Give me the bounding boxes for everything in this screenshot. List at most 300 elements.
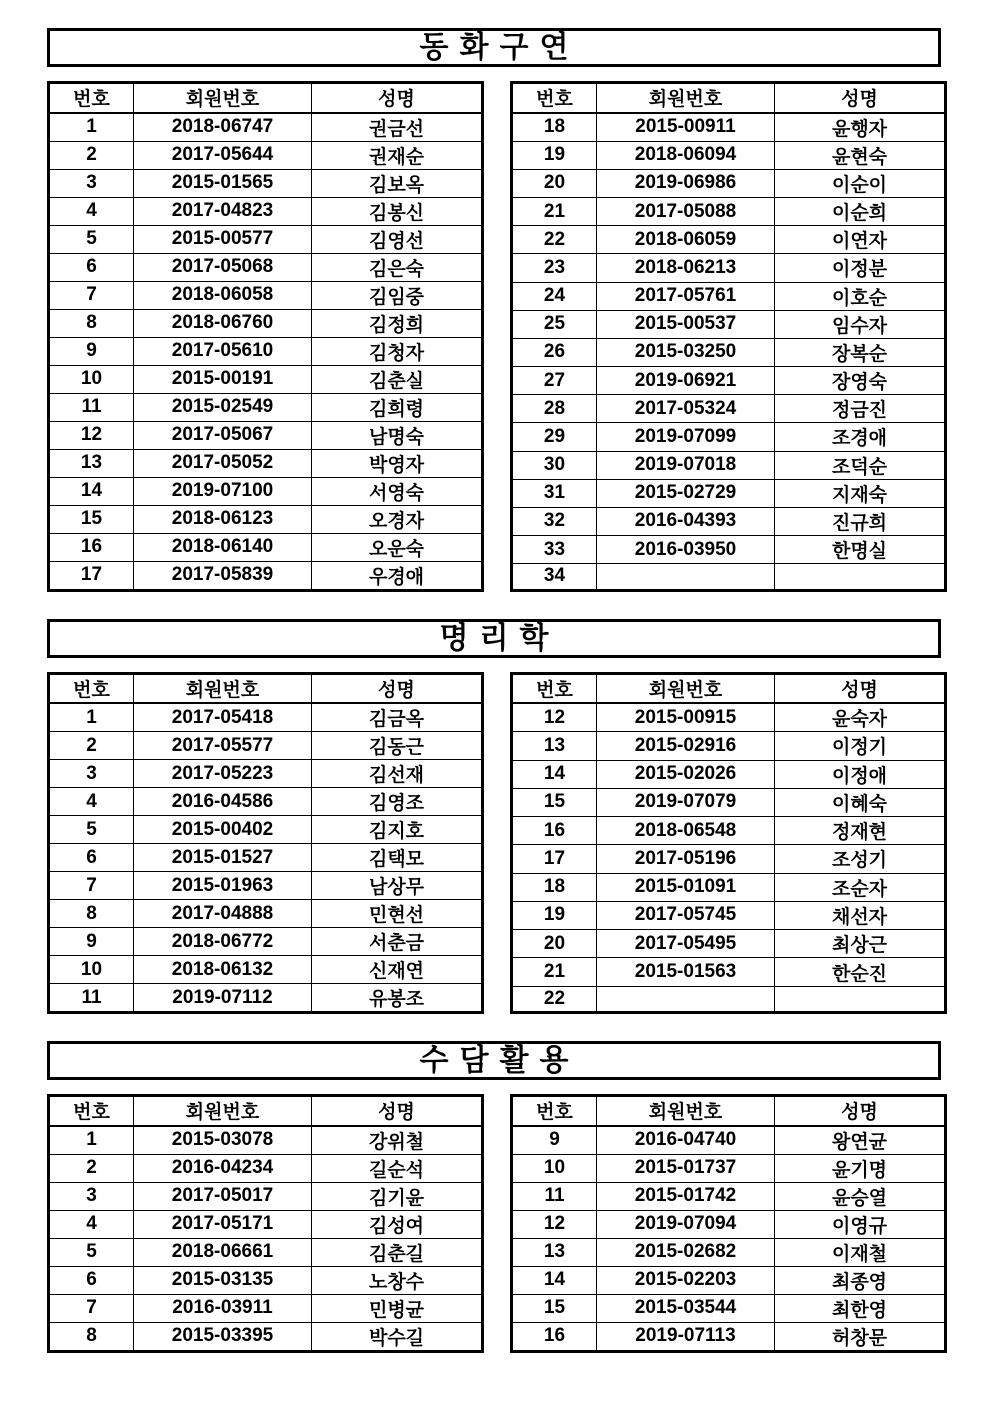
table-row: [49, 928, 483, 956]
member-name-cell: 김영선: [312, 225, 483, 253]
member-id-cell: 2019-07094: [597, 1210, 775, 1238]
table-row: [512, 479, 946, 507]
member-id-cell: 2017-05610: [134, 337, 312, 365]
member-id-cell: 2017-05223: [134, 760, 312, 788]
section-title: 명리학: [47, 619, 941, 658]
row-number-cell: 3: [49, 169, 134, 197]
row-number-cell: 1: [49, 703, 134, 732]
member-id-cell: 2017-05839: [134, 561, 312, 590]
member-id-cell: 2019-06986: [597, 169, 775, 197]
member-name-cell: 장영숙: [775, 367, 946, 395]
table-row: [49, 732, 483, 760]
member-name-cell: 이정분: [775, 254, 946, 282]
table-row: [49, 844, 483, 872]
member-id-cell: 2015-02549: [134, 393, 312, 421]
header-no: 번호: [49, 83, 134, 113]
row-number-cell: 12: [512, 1210, 597, 1238]
row-number-cell: 15: [512, 788, 597, 816]
table-row: [512, 310, 946, 338]
table-row: [49, 309, 483, 337]
row-number-cell: 13: [512, 732, 597, 760]
member-id-cell: 2015-01091: [597, 873, 775, 901]
table-row: [512, 198, 946, 226]
member-id-cell: 2017-05418: [134, 703, 312, 732]
table-row: [512, 1294, 946, 1322]
header-row: [49, 1096, 483, 1126]
member-id-cell: 2016-04586: [134, 788, 312, 816]
member-name-cell: 장복순: [775, 338, 946, 366]
row-number-cell: 2: [49, 141, 134, 169]
member-name-cell: 김희령: [312, 393, 483, 421]
member-id-cell: 2018-06058: [134, 281, 312, 309]
member-name-cell: 김봉신: [312, 197, 483, 225]
row-number-cell: 1: [49, 113, 134, 142]
row-number-cell: 21: [512, 198, 597, 226]
member-name-cell: 왕연균: [775, 1126, 946, 1155]
row-number-cell: 20: [512, 169, 597, 197]
row-number-cell: 18: [512, 113, 597, 142]
member-name-cell: 유봉조: [312, 984, 483, 1013]
row-number-cell: 15: [512, 1294, 597, 1322]
member-name-cell: 김임중: [312, 281, 483, 309]
member-name-cell: 권금선: [312, 113, 483, 142]
table-row: [49, 1322, 483, 1351]
table-row: [49, 113, 483, 142]
member-id-cell: 2015-03250: [597, 338, 775, 366]
row-number-cell: 21: [512, 958, 597, 986]
table-row: [512, 367, 946, 395]
header-member-id: 회원번호: [597, 83, 775, 113]
table-row: [49, 816, 483, 844]
table-row: [512, 873, 946, 901]
row-number-cell: 5: [49, 225, 134, 253]
row-number-cell: 19: [512, 901, 597, 929]
table-row: [49, 1266, 483, 1294]
member-id-cell: 2019-07079: [597, 788, 775, 816]
member-id-cell: 2017-05761: [597, 282, 775, 310]
table-row: [512, 1210, 946, 1238]
member-id-cell: 2018-06747: [134, 113, 312, 142]
section-tables: [47, 1094, 941, 1353]
section-tables: [47, 672, 941, 1015]
header-name: 성명: [312, 1096, 483, 1126]
member-name-cell: 김금옥: [312, 703, 483, 732]
member-name-cell: 임수자: [775, 310, 946, 338]
member-name-cell: 김기윤: [312, 1182, 483, 1210]
member-name-cell: 조순자: [775, 873, 946, 901]
row-number-cell: 4: [49, 1210, 134, 1238]
table-row: [49, 1126, 483, 1155]
row-number-cell: 11: [49, 393, 134, 421]
member-id-cell: 2015-00577: [134, 225, 312, 253]
header-row: [49, 83, 483, 113]
member-name-cell: 최상근: [775, 930, 946, 958]
member-id-cell: 2015-03078: [134, 1126, 312, 1155]
row-number-cell: 10: [49, 365, 134, 393]
table-row: [512, 564, 946, 590]
table-row: [49, 760, 483, 788]
header-no: 번호: [49, 1096, 134, 1126]
member-name-cell: 이혜숙: [775, 788, 946, 816]
member-name-cell: 조경애: [775, 423, 946, 451]
row-number-cell: 11: [512, 1182, 597, 1210]
member-id-cell: 2015-00537: [597, 310, 775, 338]
row-number-cell: 16: [49, 533, 134, 561]
table-row: [512, 732, 946, 760]
member-table-left: [47, 672, 484, 1015]
member-id-cell: 2015-02916: [597, 732, 775, 760]
row-number-cell: 22: [512, 226, 597, 254]
row-number-cell: 5: [49, 816, 134, 844]
header-row: [512, 1096, 946, 1126]
member-name-cell: 김은숙: [312, 253, 483, 281]
row-number-cell: 9: [512, 1126, 597, 1155]
member-id-cell: 2015-01527: [134, 844, 312, 872]
header-name: 성명: [775, 83, 946, 113]
member-id-cell: 2018-06213: [597, 254, 775, 282]
member-name-cell: 김보옥: [312, 169, 483, 197]
member-name-cell: 윤행자: [775, 113, 946, 142]
header-member-id: 회원번호: [597, 1096, 775, 1126]
row-number-cell: 6: [49, 1266, 134, 1294]
member-id-cell: 2018-06548: [597, 817, 775, 845]
table-row: [49, 788, 483, 816]
member-id-cell: 2017-05088: [597, 198, 775, 226]
member-name-cell: 이정기: [775, 732, 946, 760]
table-row: [49, 225, 483, 253]
member-name-cell: 김성여: [312, 1210, 483, 1238]
row-number-cell: 7: [49, 872, 134, 900]
row-number-cell: 22: [512, 986, 597, 1012]
member-id-cell: 2017-05196: [597, 845, 775, 873]
member-name-cell: 김춘길: [312, 1238, 483, 1266]
table-row: [49, 872, 483, 900]
member-id-cell: 2017-05644: [134, 141, 312, 169]
table-row: [512, 958, 946, 986]
table-row: [49, 141, 483, 169]
member-id-cell: 2017-05171: [134, 1210, 312, 1238]
member-id-cell: 2016-03950: [597, 536, 775, 564]
row-number-cell: 6: [49, 844, 134, 872]
sections-container: [47, 28, 992, 1353]
member-name-cell: 이호순: [775, 282, 946, 310]
table-row: [49, 533, 483, 561]
member-id-cell: 2015-01563: [597, 958, 775, 986]
member-id-cell: 2015-00911: [597, 113, 775, 142]
member-name-cell: 윤승열: [775, 1182, 946, 1210]
row-number-cell: 4: [49, 197, 134, 225]
header-member-id: 회원번호: [134, 1096, 312, 1126]
table-row: [49, 703, 483, 732]
header-name: 성명: [775, 1096, 946, 1126]
row-number-cell: 14: [512, 760, 597, 788]
table-row: [512, 141, 946, 169]
table-row: [49, 477, 483, 505]
row-number-cell: 31: [512, 479, 597, 507]
table-row: [512, 1266, 946, 1294]
table-row: [512, 113, 946, 142]
member-name-cell: 남명숙: [312, 421, 483, 449]
header-row: [49, 673, 483, 703]
member-name-cell: 민병균: [312, 1294, 483, 1322]
row-number-cell: 11: [49, 984, 134, 1013]
member-name-cell: 이순희: [775, 198, 946, 226]
header-member-id: 회원번호: [597, 673, 775, 703]
table-row: [512, 451, 946, 479]
table-row: [49, 365, 483, 393]
member-name-cell: 정금진: [775, 395, 946, 423]
row-number-cell: 14: [512, 1266, 597, 1294]
member-name-cell: 조덕순: [775, 451, 946, 479]
member-name-cell: 김춘실: [312, 365, 483, 393]
member-name-cell: 지재숙: [775, 479, 946, 507]
table-row: [512, 1182, 946, 1210]
member-name-cell: 이재철: [775, 1238, 946, 1266]
row-number-cell: 12: [512, 703, 597, 732]
member-name-cell: 오경자: [312, 505, 483, 533]
member-id-cell: 2016-04234: [134, 1154, 312, 1182]
member-name-cell: 조성기: [775, 845, 946, 873]
member-name-cell: 최종영: [775, 1266, 946, 1294]
table-row: [49, 169, 483, 197]
member-id-cell: 2017-05577: [134, 732, 312, 760]
table-row: [49, 561, 483, 590]
member-id-cell: 2016-04393: [597, 507, 775, 535]
header-member-id: 회원번호: [134, 83, 312, 113]
roster-section: [47, 1041, 941, 1353]
header-name: 성명: [775, 673, 946, 703]
table-row: [512, 338, 946, 366]
table-row: [512, 1126, 946, 1155]
row-number-cell: 18: [512, 873, 597, 901]
row-number-cell: 3: [49, 760, 134, 788]
row-number-cell: 8: [49, 1322, 134, 1351]
member-table-right: [510, 1094, 947, 1353]
member-id-cell: [597, 564, 775, 590]
row-number-cell: 30: [512, 451, 597, 479]
member-name-cell: 채선자: [775, 901, 946, 929]
member-id-cell: 2019-07112: [134, 984, 312, 1013]
member-name-cell: 이정애: [775, 760, 946, 788]
row-number-cell: 12: [49, 421, 134, 449]
row-number-cell: 20: [512, 930, 597, 958]
row-number-cell: 7: [49, 1294, 134, 1322]
table-row: [49, 1210, 483, 1238]
table-row: [512, 901, 946, 929]
member-id-cell: 2015-00915: [597, 703, 775, 732]
table-row: [49, 197, 483, 225]
row-number-cell: 4: [49, 788, 134, 816]
member-id-cell: 2018-06772: [134, 928, 312, 956]
table-row: [49, 900, 483, 928]
member-name-cell: 서영숙: [312, 477, 483, 505]
member-id-cell: 2015-01963: [134, 872, 312, 900]
row-number-cell: 6: [49, 253, 134, 281]
member-id-cell: 2015-00191: [134, 365, 312, 393]
section-tables: [47, 81, 941, 592]
row-number-cell: 2: [49, 1154, 134, 1182]
table-row: [49, 1182, 483, 1210]
member-id-cell: 2015-02203: [597, 1266, 775, 1294]
member-id-cell: 2018-06140: [134, 533, 312, 561]
member-id-cell: 2017-05495: [597, 930, 775, 958]
row-number-cell: 7: [49, 281, 134, 309]
member-name-cell: 길순석: [312, 1154, 483, 1182]
member-id-cell: 2019-07018: [597, 451, 775, 479]
row-number-cell: 15: [49, 505, 134, 533]
table-row: [49, 1154, 483, 1182]
row-number-cell: 16: [512, 817, 597, 845]
member-name-cell: 이순이: [775, 169, 946, 197]
member-name-cell: 김동근: [312, 732, 483, 760]
table-row: [512, 1322, 946, 1351]
member-name-cell: 노창수: [312, 1266, 483, 1294]
row-number-cell: 17: [512, 845, 597, 873]
member-name-cell: [775, 564, 946, 590]
row-number-cell: 27: [512, 367, 597, 395]
member-id-cell: 2018-06132: [134, 956, 312, 984]
table-row: [512, 169, 946, 197]
member-name-cell: 정재현: [775, 817, 946, 845]
roster-section: [47, 619, 941, 1015]
table-row: [512, 507, 946, 535]
member-name-cell: 김청자: [312, 337, 483, 365]
member-id-cell: [597, 986, 775, 1012]
table-row: [49, 1294, 483, 1322]
table-row: [512, 423, 946, 451]
table-row: [512, 817, 946, 845]
member-name-cell: 박수길: [312, 1322, 483, 1351]
row-number-cell: 8: [49, 900, 134, 928]
row-number-cell: 23: [512, 254, 597, 282]
member-id-cell: 2017-05052: [134, 449, 312, 477]
row-number-cell: 26: [512, 338, 597, 366]
member-id-cell: 2017-05017: [134, 1182, 312, 1210]
row-number-cell: 2: [49, 732, 134, 760]
member-id-cell: 2018-06661: [134, 1238, 312, 1266]
member-name-cell: 김정희: [312, 309, 483, 337]
member-name-cell: 최한영: [775, 1294, 946, 1322]
row-number-cell: 9: [49, 928, 134, 956]
member-name-cell: 강위철: [312, 1126, 483, 1155]
table-row: [49, 984, 483, 1013]
table-row: [512, 845, 946, 873]
member-id-cell: 2015-02729: [597, 479, 775, 507]
member-id-cell: 2015-02682: [597, 1238, 775, 1266]
table-row: [49, 449, 483, 477]
member-id-cell: 2015-01742: [597, 1182, 775, 1210]
row-number-cell: 25: [512, 310, 597, 338]
member-table-right: [510, 672, 947, 1015]
row-number-cell: 17: [49, 561, 134, 590]
table-row: [512, 986, 946, 1012]
member-name-cell: 김택모: [312, 844, 483, 872]
member-id-cell: 2015-03544: [597, 1294, 775, 1322]
row-number-cell: 34: [512, 564, 597, 590]
member-name-cell: 오운숙: [312, 533, 483, 561]
row-number-cell: 24: [512, 282, 597, 310]
member-id-cell: 2019-07099: [597, 423, 775, 451]
header-name: 성명: [312, 83, 483, 113]
row-number-cell: 19: [512, 141, 597, 169]
table-row: [512, 1154, 946, 1182]
row-number-cell: 13: [512, 1238, 597, 1266]
table-row: [49, 421, 483, 449]
member-name-cell: 서춘금: [312, 928, 483, 956]
table-row: [512, 760, 946, 788]
member-id-cell: 2018-06094: [597, 141, 775, 169]
member-table-right: [510, 81, 947, 592]
member-id-cell: 2017-05067: [134, 421, 312, 449]
header-no: 번호: [512, 673, 597, 703]
member-id-cell: 2017-05068: [134, 253, 312, 281]
row-number-cell: 33: [512, 536, 597, 564]
row-number-cell: 10: [512, 1154, 597, 1182]
table-row: [49, 253, 483, 281]
header-no: 번호: [49, 673, 134, 703]
header-no: 번호: [512, 1096, 597, 1126]
table-row: [512, 1238, 946, 1266]
member-table-left: [47, 81, 484, 592]
member-name-cell: 우경애: [312, 561, 483, 590]
member-name-cell: [775, 986, 946, 1012]
member-id-cell: 2018-06760: [134, 309, 312, 337]
member-id-cell: 2016-03911: [134, 1294, 312, 1322]
row-number-cell: 3: [49, 1182, 134, 1210]
member-id-cell: 2015-01737: [597, 1154, 775, 1182]
member-name-cell: 민현선: [312, 900, 483, 928]
member-id-cell: 2017-05324: [597, 395, 775, 423]
row-number-cell: 13: [49, 449, 134, 477]
member-name-cell: 권재순: [312, 141, 483, 169]
member-id-cell: 2016-04740: [597, 1126, 775, 1155]
row-number-cell: 10: [49, 956, 134, 984]
table-row: [512, 703, 946, 732]
table-row: [49, 956, 483, 984]
row-number-cell: 16: [512, 1322, 597, 1351]
table-row: [512, 282, 946, 310]
member-id-cell: 2017-04823: [134, 197, 312, 225]
table-row: [512, 788, 946, 816]
member-name-cell: 신재연: [312, 956, 483, 984]
header-no: 번호: [512, 83, 597, 113]
row-number-cell: 1: [49, 1126, 134, 1155]
member-id-cell: 2019-07100: [134, 477, 312, 505]
member-name-cell: 이영규: [775, 1210, 946, 1238]
header-member-id: 회원번호: [134, 673, 312, 703]
member-name-cell: 한명실: [775, 536, 946, 564]
member-id-cell: 2015-00402: [134, 816, 312, 844]
member-name-cell: 남상무: [312, 872, 483, 900]
roster-section: [47, 28, 941, 592]
table-row: [49, 393, 483, 421]
member-name-cell: 이연자: [775, 226, 946, 254]
row-number-cell: 8: [49, 309, 134, 337]
member-id-cell: 2017-04888: [134, 900, 312, 928]
table-row: [512, 930, 946, 958]
table-row: [512, 254, 946, 282]
member-name-cell: 윤숙자: [775, 703, 946, 732]
member-name-cell: 진규희: [775, 507, 946, 535]
member-name-cell: 윤현숙: [775, 141, 946, 169]
member-name-cell: 김영조: [312, 788, 483, 816]
member-table-left: [47, 1094, 484, 1353]
row-number-cell: 32: [512, 507, 597, 535]
table-row: [49, 1238, 483, 1266]
member-name-cell: 박영자: [312, 449, 483, 477]
table-row: [49, 281, 483, 309]
row-number-cell: 9: [49, 337, 134, 365]
